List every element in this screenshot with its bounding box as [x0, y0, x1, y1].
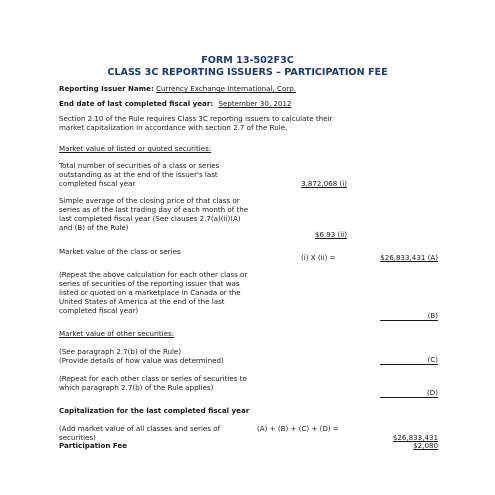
fiscal-label: End date of last completed fiscal year: [59, 99, 214, 108]
avg-line-4: and (B) of the Rule) [59, 223, 129, 232]
repeat-line-2: series of securities of the reporting issuer that was [59, 279, 240, 288]
avg-line-3: last completed fiscal year (See clauses 2.7(a)(ii)(A) [59, 214, 241, 223]
repeat-line-3: listed or quoted on a marketplace in Canada or the [59, 288, 241, 297]
add-line-2: securities) [59, 433, 96, 442]
capitalization-value: $26,833,431 [392, 433, 438, 442]
see-line-1: (See paragraph 2.7(b) of the Rule) [59, 347, 182, 356]
capitalization-heading: Capitalization for the last completed fiscal year [59, 406, 250, 415]
mv-value: $26,833,431 (A) [380, 253, 438, 262]
avg-line-1: Simple average of the closing price of that class or [59, 196, 240, 205]
other-repeat-line-1: (Repeat for each other class or series of securities to [59, 374, 247, 383]
issuer-value: Currency Exchange International, Corp. [156, 84, 296, 93]
avg-line-2: series as of the last trading day of each month of the [59, 205, 249, 214]
repeat-line-1: (Repeat the above calculation for each other class or [59, 270, 248, 279]
fee-value: $2,080 [413, 441, 438, 450]
capitalization-formula: (A) + (B) + (C) + (D) = [257, 424, 339, 433]
listed-heading: Market value of listed or quoted securities: [59, 144, 212, 153]
issuer-row [59, 84, 296, 93]
mv-formula: (i) X (ii) = [301, 253, 336, 262]
form-title: FORM 13-502F3C [201, 55, 294, 66]
total-value: 3,872,068 (i) [301, 179, 347, 188]
repeat-line-5: completed fiscal year) [59, 306, 139, 315]
fee-label: Participation Fee [59, 441, 128, 450]
intro-line-1: Section 2.10 of the Rule requires Class 3C reporting issuers to calculate their [59, 114, 333, 123]
mv-label: Market value of the class or series [59, 247, 181, 256]
add-line-1: (Add market value of all classes and series of [59, 424, 221, 433]
see-line-2: (Provide details of how value was determined) [59, 356, 224, 365]
issuer-label: Reporting Issuer Name: [59, 84, 154, 93]
intro-line-2: market capitalization in accordance with section 2.7 of the Rule. [59, 123, 288, 132]
repeat-value: (B) [380, 311, 438, 321]
other-repeat-line-2: which paragraph 2.7(b) of the Rule applies) [59, 383, 214, 392]
fiscal-value: September 30, 2012 [218, 99, 292, 108]
other-heading: Market value of other securities: [59, 329, 175, 338]
avg-value: $6.93 (ii) [314, 230, 347, 239]
see-value: (C) [380, 355, 438, 365]
total-line-3: completed fiscal year [59, 179, 136, 188]
total-line-1: Total number of securities of a class or series [59, 161, 220, 170]
total-line-2: outstanding as at the end of the issuer's last [59, 170, 218, 179]
other-repeat-value: (D) [380, 388, 438, 398]
form-subtitle: CLASS 3C REPORTING ISSUERS – PARTICIPATION FEE [107, 67, 388, 78]
repeat-line-4: United States of America at the end of the last [59, 297, 225, 306]
fiscal-row [59, 99, 292, 108]
